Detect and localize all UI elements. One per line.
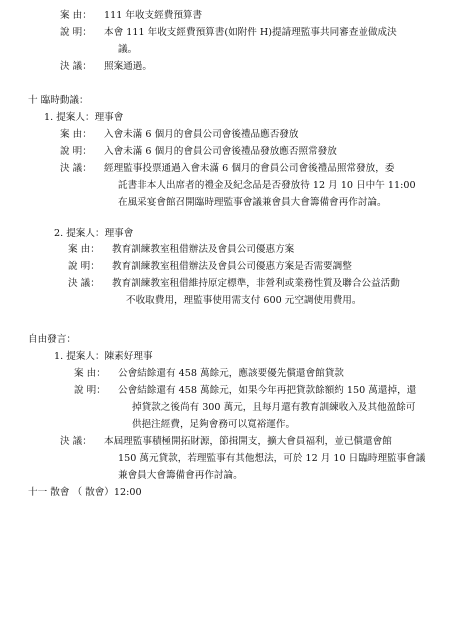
proposal-10-2-r2-text: 教育訓練教室租借辦法及會員公司優惠方案是否需要調整 <box>112 261 352 272</box>
free-proposal-1-r3-text: 本屆理監事積極開拓財源，節揖開支，擴大會員福利，並已償還會館 <box>104 436 392 447</box>
proposal-10-1-r2-text: 入會未滿 6 個月的會員公司會後禮品發放應否照常發放 <box>104 146 337 157</box>
proposal-10-1-r3-text: 經理監事投票通過入會未滿 6 個月的會員公司會後禮品照常發放，委 <box>104 163 395 174</box>
proposal-10-1-r3-text2: 託書非本人出席者的禮金及紀念品是否發放待 12 月 10 日中午 11:00 <box>118 180 416 191</box>
free-proposal-1-r3-label: 決 議： <box>60 436 92 447</box>
proposal-10-1-r1-text: 入會未滿 6 個月的會員公司會後禮品應否發放 <box>104 129 299 140</box>
top-r3-text: 照案通過。 <box>104 61 152 72</box>
free-proposal-1-r3-text2: 150 萬元貸款，若理監事有其他想法，可於 12 月 10 日臨時理監事會議 <box>118 453 426 464</box>
top-r2-label: 說 明： <box>60 27 92 38</box>
free-speech-heading: 自由發言： <box>28 334 76 345</box>
section-11-adjourn: 十一 散會 （ 散會）12:00 <box>28 487 142 498</box>
proposal-10-2-r3-label: 決 議： <box>68 278 100 289</box>
proposal-10-1-title: 1. 提案人：理事會 <box>44 112 124 123</box>
top-r2-text2: 議。 <box>118 44 138 55</box>
proposal-10-2-r1-label: 案 由： <box>68 244 100 255</box>
top-r1-label: 案 由： <box>60 10 92 21</box>
free-proposal-1-r2-text3: 供挹注經費，足夠會務可以寬裕運作。 <box>132 419 296 430</box>
top-r2-text: 本會 111 年收支經費預算書(如附件 H)提請理監事共同審查並做成決 <box>104 27 397 38</box>
free-proposal-1-title: 1. 提案人：陳素好理事 <box>54 351 153 362</box>
free-proposal-1-r2-text: 公會結餘還有 458 萬餘元，如果今年再把貸款餘額約 150 萬還掉，還 <box>118 385 417 396</box>
proposal-10-2-title: 2. 提案人：理事會 <box>54 228 134 239</box>
top-r3-label: 決 議： <box>60 61 92 72</box>
free-proposal-1-r1-label: 案 由： <box>74 368 106 379</box>
free-proposal-1-r1-text: 公會結餘還有 458 萬餘元，應該要優先償還會館貸款 <box>118 368 344 379</box>
proposal-10-2-r3-text2: 不收取費用，理監事使用需支付 600 元空調使用費用。 <box>126 295 362 306</box>
top-r1-text: 111 年收支經費預算書 <box>104 10 203 21</box>
proposal-10-1-r3-label: 決 議： <box>60 163 92 174</box>
section-10-heading: 十 臨時動議： <box>28 95 89 106</box>
proposal-10-2-r3-text: 教育訓練教室租借維持原定標準，非營利或業務性質及聯合公益活動 <box>112 278 400 289</box>
proposal-10-1-r1-label: 案 由： <box>60 129 92 140</box>
proposal-10-2-r2-label: 說 明： <box>68 261 100 272</box>
proposal-10-2-r1-text: 教育訓練教室租借辦法及會員公司優惠方案 <box>112 244 295 255</box>
free-proposal-1-r3-text3: 兼會員大會籌備會再作討論。 <box>118 470 243 481</box>
free-proposal-1-r2-text2: 掉貸款之後尚有 300 萬元，且每月還有教育訓練收入及其他盈餘可 <box>132 402 416 413</box>
proposal-10-1-r2-label: 說 明： <box>60 146 92 157</box>
proposal-10-1-r3-text3: 在風采宴會館召開臨時理監事會議兼會員大會籌備會再作討論。 <box>118 197 387 208</box>
free-proposal-1-r2-label: 說 明： <box>74 385 106 396</box>
